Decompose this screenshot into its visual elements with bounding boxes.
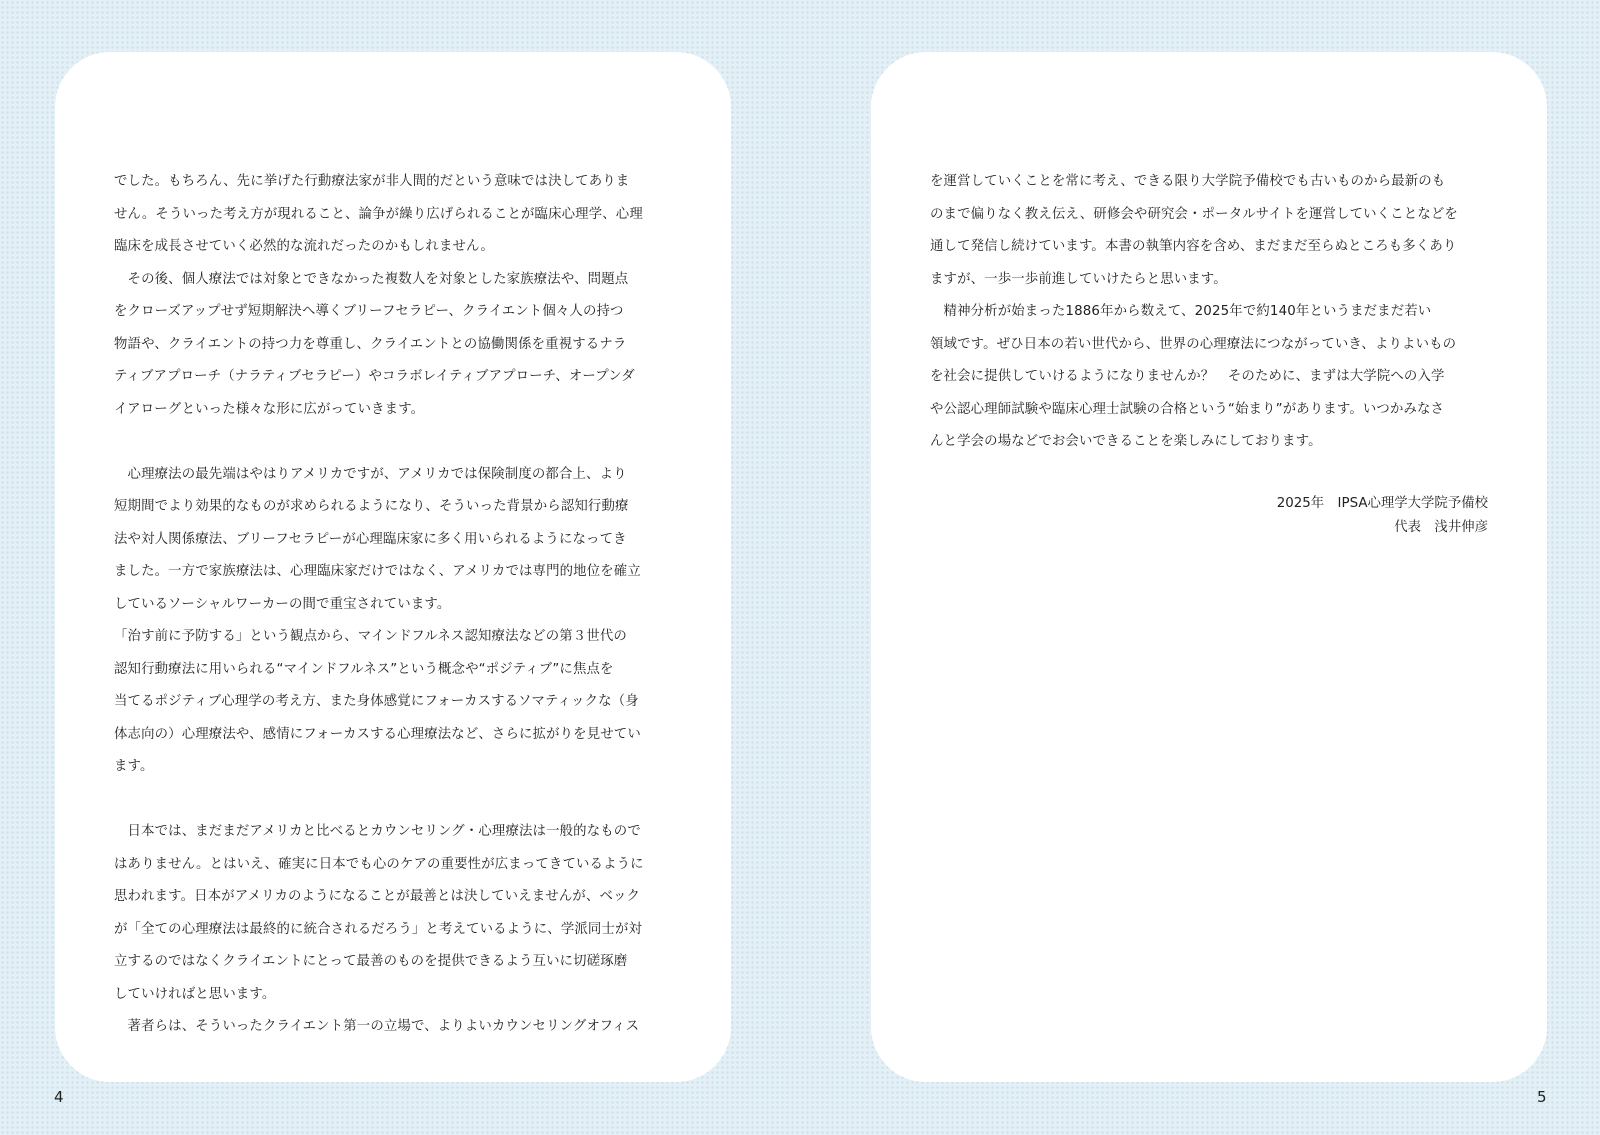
text-line: 「治す前に予防する」という観点から、マインドフルネス認知療法などの第３世代の bbox=[114, 629, 627, 644]
text-line: していければと思います。 bbox=[114, 986, 276, 1002]
signature-block bbox=[1277, 492, 1488, 540]
text-line: 法や対人関係療法、ブリーフセラピーが心理臨床家に多く用いられるようになってき bbox=[114, 531, 627, 547]
text-line: イアローグといった様々な形に広がっていきます。 bbox=[114, 401, 425, 417]
blank-line bbox=[114, 784, 680, 817]
text-line: ますが、一歩一歩前進していけたらと思います。 bbox=[930, 271, 1227, 287]
text-line: 領域です。ぜひ日本の若い世代から、世界の心理療法につながっていき、よりよいもの bbox=[930, 336, 1457, 352]
text-line: ました。一方で家族療法は、心理臨床家だけではなく、アメリカでは専門的地位を確立 bbox=[114, 564, 641, 579]
signature-name-line: 代表 浅井伸彦 bbox=[1394, 520, 1488, 535]
text-line: を運営していくことを常に考え、できる限り大学院予備校でも古いものから最新のも bbox=[930, 174, 1446, 189]
page-number-left: 4 bbox=[54, 1088, 64, 1106]
text-line: ティブアプローチ（ナラティブセラピー）やコラボレイティブアプローチ、オープンダ bbox=[114, 369, 635, 384]
text-line: 日本では、まだまだアメリカと比べるとカウンセリング・心理療法は一般的なもので bbox=[114, 824, 641, 839]
text-line: 立するのではなくクライエントにとって最善のものを提供できるよう互いに切磋琢磨 bbox=[114, 954, 628, 969]
text-line: 臨床を成長させていく必然的な流れだったのかもしれません。 bbox=[114, 239, 494, 254]
text-line: はありません。とはいえ、確実に日本でも心のケアの重要性が広まってきているように bbox=[114, 856, 644, 872]
text-line: 著者らは、そういったクライエント第一の立場で、よりよいカウンセリングオフィス bbox=[114, 1019, 640, 1034]
text-line: 精神分析が始まった1886年から数えて、2025年で約140年というまだまだ若い bbox=[930, 304, 1432, 319]
left-page bbox=[55, 52, 731, 1082]
text-line: 通して発信し続けています。本書の執筆内容を含め、まだまだ至らぬところも多くあり bbox=[930, 239, 1457, 254]
text-line: 認知行動療法に用いられる“マインドフルネス”という概念や“ポジティブ”に焦点を bbox=[114, 661, 614, 677]
text-line: 当てるポジティブ心理学の考え方、また身体感覚にフォーカスするソマティックな（身 bbox=[114, 694, 639, 709]
text-line: 体志向の）心理療法や、感情にフォーカスする心理療法など、さらに拡がりを見せてい bbox=[114, 726, 641, 742]
text-line: が「全ての心理療法は最終的に統合されるだろう」と考えているように、学派同士が対 bbox=[114, 921, 643, 937]
text-line: 物語や、クライエントの持つ力を尊重し、クライエントとの協働関係を重視するナラ bbox=[114, 336, 627, 352]
signature-org-line: 2025年 IPSA心理学大学院予備校 bbox=[1276, 496, 1488, 511]
text-line: のまで偏りなく教え伝え、研修会や研究会・ポータルサイトを運営していくことなどを bbox=[930, 206, 1458, 222]
text-line: その後、個人療法では対象とできなかった複数人を対象とした家族療法や、問題点 bbox=[114, 271, 629, 287]
text-line: や公認心理師試験や臨床心理士試験の合格という“始まり”があります。いつかみなさ bbox=[930, 401, 1445, 417]
text-line: を社会に提供していけるようになりませんか？ そのために、まずは大学院への入学 bbox=[930, 369, 1445, 384]
right-page-body bbox=[930, 166, 1496, 459]
text-line: んと学会の場などでお会いできることを楽しみにしております。 bbox=[930, 434, 1322, 449]
text-line: をクローズアップせず短期解決へ導くブリーフセラピー、クライエント個々人の持つ bbox=[114, 304, 624, 319]
text-line: 心理療法の最先端はやはりアメリカですが、アメリカでは保険制度の都合上、より bbox=[114, 466, 627, 482]
text-line: でした。もちろん、先に挙げた行動療法家が非人間的だという意味では決してありま bbox=[114, 174, 630, 189]
left-page-body bbox=[114, 166, 680, 1044]
text-line: 思われます。日本がアメリカのようになることが最善とは決していえませんが、ベック bbox=[114, 889, 641, 904]
text-line: ます。 bbox=[114, 759, 154, 774]
page-number-right: 5 bbox=[1537, 1088, 1547, 1106]
text-line: 短期間でより効果的なものが求められるようになり、そういった背景から認知行動療 bbox=[114, 499, 629, 514]
text-line: しているソーシャルワーカーの間で重宝されています。 bbox=[114, 596, 451, 612]
text-line: せん。そういった考え方が現れること、論争が繰り広げられることが臨床心理学、心理 bbox=[114, 206, 643, 222]
right-page bbox=[871, 52, 1547, 1082]
blank-line bbox=[114, 426, 680, 459]
